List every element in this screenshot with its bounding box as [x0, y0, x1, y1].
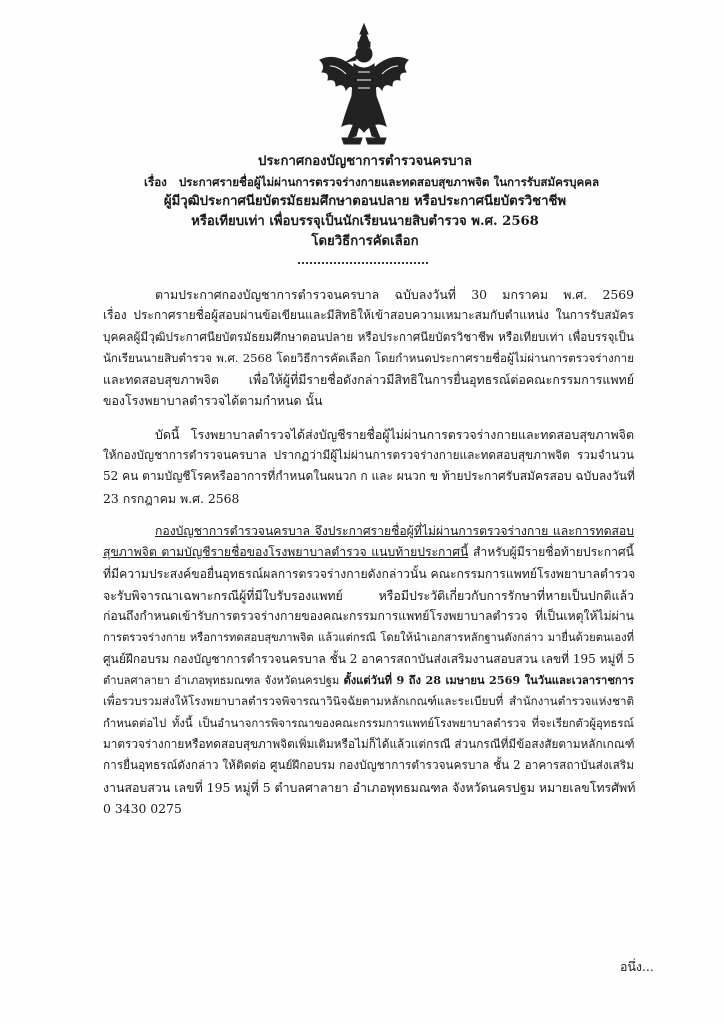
- phone-number: 0 3430 0275: [103, 800, 182, 816]
- underlined-text: สุขภาพจิต ตามบัญชีรายชื่อของโรงพยาบาลตำรวจ แนบท้ายประกาศนี้: [103, 545, 469, 560]
- text-line: [103, 542, 634, 563]
- text-line: และทดสอบสุขภาพจิต เพื่อให้ผู้ที่มีรายชื่อดังกล่าวมีสิทธิในการยื่นอุทธรณ์ต่อคณะกรรมการแพทย์: [103, 372, 634, 388]
- text-line: การตรวจร่างกาย หรือการทดสอบสุขภาพจิต แล้วแต่กรณี โดยให้นำเอกสารหลักฐานดังกล่าว มายื่นด้วยตนเองที่: [103, 631, 634, 645]
- text-line: ตามประกาศกองบัญชาการตำรวจนครบาล ฉบับลงวันที่ 30 มกราคม พ.ศ. 2569: [155, 287, 634, 302]
- text-line: บุคคลผู้มีวุฒิประกาศนียบัตรมัธยมศึกษาตอนปลาย หรือประกาศนียบัตรวิชาชีพ หรือเทียบเท่า เพื่อบรรจุเป็น: [103, 329, 634, 344]
- text-line: บัดนี้ โรงพยาบาลตำรวจได้ส่งบัญชีรายชื่อผู้ไม่ผ่านการตรวจร่างกายและทดสอบสุขภาพจิต: [155, 426, 634, 442]
- text-line: 23 กรกฎาคม พ.ศ. 2568: [103, 490, 240, 506]
- underlined-text: กองบัญชาการตำรวจนครบาล จึงประกาศรายชื่อผู้ที่ไม่ผ่านการตรวจร่างกาย และการทดสอบ: [155, 523, 634, 538]
- text-span: ตำบลศาลายา อำเภอพุทธมณฑล จังหวัดนครปฐม: [103, 674, 344, 688]
- text-line: นักเรียนนายสิบตำรวจ พ.ศ. 2568 โดยวิธีการคัดเลือก โดยกำหนดประกาศรายชื่อผู้ไม่ผ่านการตรวจร่างกาย: [103, 350, 634, 365]
- text-line: จะรับพิจารณาเฉพาะกรณีผู้ที่มีใบรับรองแพทย์ หรือมีประวัติเกี่ยวกับการรักษาที่หายเป็นปกติแล้ว: [103, 587, 634, 603]
- subject-line-4: โดยวิธีการคัดเลือก: [311, 234, 419, 249]
- paragraph-3: [103, 521, 634, 819]
- paragraph-1: [103, 284, 634, 412]
- text-line: กำหนดต่อไป ทั้งนี้ เป็นอำนาจการพิจารณาของคณะกรรมการแพทย์โรงพยาบาลตำรวจ ที่จะเรียกตัวผู้อุทธรณ์: [103, 715, 634, 730]
- subject-line: [144, 172, 600, 192]
- text-line: งานสอบสวน เลขที่ 195 หมู่ที่ 5 ตำบลศาลายา อำเภอพุทธมณฑล จังหวัดนครปฐม หมายเลขโทรศัพท์: [103, 779, 636, 795]
- text-line: เพื่อรวบรวมส่งให้โรงพยาบาลตำรวจพิจารณาวินิจฉัยตามหลักเกณฑ์และระเบียบที่ สำนักงานตำรวจแห่งชาติ: [103, 694, 634, 709]
- issuer-title: ประกาศกองบัญชาการตำรวจนครบาล: [257, 154, 473, 169]
- document-body: [103, 284, 634, 819]
- text-line: ให้กองบัญชาการตำรวจนครบาล ปรากฏว่ามีผู้ไม่ผ่านการตรวจร่างกายและทดสอบสุขภาพจิต รวมจำนวน: [103, 448, 634, 463]
- text-line: [103, 670, 634, 691]
- bold-date-range: ตั้งแต่วันที่ 9 ถึง 28 เมษายน 2569 ในวันและเวลาราชการ: [343, 673, 634, 688]
- announcement-header: [144, 152, 600, 252]
- text-line: [103, 521, 634, 542]
- text-line: การยื่นอุทธรณ์ดังกล่าว ให้ติดต่อ ศูนย์ฝึกอบรม กองบัญชาการตำรวจนครบาล ชั้น 2 อาคารสถาบันส่งเสริม: [103, 758, 634, 773]
- subject-line-3: หรือเทียบเท่า เพื่อบรรจุเป็นนักเรียนนายสิบตำรวจ พ.ศ. 2568: [191, 214, 539, 229]
- text-line: ก่อนถึงกำหนดเข้ารับการตรวจร่างกายของคณะกรรมการแพทย์โรงพยาบาลตำรวจ ที่เป็นเหตุให้ไม่ผ่าน: [103, 609, 634, 624]
- text-line: 52 คน ตามบัญชีโรคหรืออาการที่กำหนดในผนวก ก และ ผนวก ข ท้ายประกาศรับสมัครสอบ ฉบับลงวันที่: [103, 469, 635, 484]
- header-divider: [298, 262, 428, 264]
- text-span: สำหรับผู้มีรายชื่อท้ายประกาศนี้: [468, 545, 634, 560]
- paragraph-2: [103, 424, 634, 509]
- text-line: มาตรวจร่างกายหรือทดสอบสุขภาพจิตเพิ่มเติมหรือไม่ก็ได้แล้วแต่กรณี ส่วนกรณีที่มีข้อสงสัยตามหลักเกณฑ์: [103, 736, 635, 751]
- subject-label: เรื่อง: [144, 175, 167, 189]
- continuation-marker: อนึ่ง...: [620, 959, 654, 974]
- garuda-emblem-icon: [316, 22, 412, 150]
- text-line: ที่มีความประสงค์ขอยื่นอุทธรณ์ผลการตรวจร่างกายดังกล่าวนั้น คณะกรรมการแพทย์โรงพยาบาลตำรวจ: [103, 566, 636, 581]
- subject-line-2: ผู้มีวุฒิประกาศนียบัตรมัธยมศึกษาตอนปลาย หรือประกาศนียบัตรวิชาชีพ: [163, 194, 567, 209]
- text-line: ศูนย์ฝึกอบรม กองบัญชาการตำรวจนครบาล ชั้น 2 อาคารสถาบันส่งเสริมงานสอบสวน เลขที่ 195 หมู่ที่ 5: [103, 651, 635, 666]
- subject-text: ประกาศรายชื่อผู้ไม่ผ่านการตรวจร่างกายและทดสอบสุขภาพจิต ในการรับสมัครบุคคล: [178, 175, 600, 189]
- text-line: เรื่อง ประกาศรายชื่อผู้สอบผ่านข้อเขียนและมีสิทธิให้เข้าสอบความเหมาะสมกับตำแหน่ง ในการรับสมัคร: [103, 308, 634, 323]
- text-line: ของโรงพยาบาลตำรวจได้ตามกำหนด นั้น: [103, 393, 323, 409]
